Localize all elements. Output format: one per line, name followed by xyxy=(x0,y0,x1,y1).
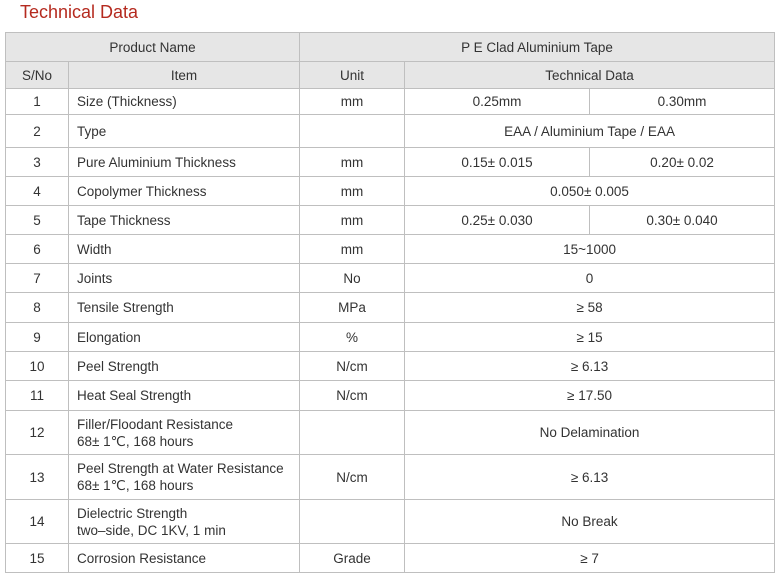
item-label: Tape Thickness xyxy=(77,212,171,228)
row-unit xyxy=(300,115,405,148)
table-row xyxy=(6,411,775,455)
row-value: 0.050± 0.005 xyxy=(405,177,775,206)
item-label: Type xyxy=(77,123,107,139)
col-unit-header: Unit xyxy=(300,62,405,89)
row-value-2: 0.20± 0.02 xyxy=(590,148,775,177)
item-label: Heat Seal Strength xyxy=(77,388,192,403)
row-item xyxy=(69,177,300,206)
row-unit: N/cm xyxy=(300,381,405,411)
technical-data-table xyxy=(5,32,775,573)
row-item xyxy=(69,411,300,455)
table-row xyxy=(6,381,775,411)
item-label: Width xyxy=(77,241,112,257)
item-label: Copolymer Thickness xyxy=(77,183,207,199)
item-label: Corrosion Resistance xyxy=(77,550,207,566)
table-body xyxy=(6,89,775,573)
row-number: 1 xyxy=(6,89,69,115)
row-item xyxy=(69,293,300,323)
row-number: 3 xyxy=(6,148,69,177)
table-row xyxy=(6,235,775,264)
row-unit: No xyxy=(300,264,405,293)
item-label: Filler/Floodant Resistance xyxy=(77,416,234,432)
row-item xyxy=(69,206,300,235)
row-number: 7 xyxy=(6,264,69,293)
row-value: No Break xyxy=(405,500,775,544)
row-item xyxy=(69,148,300,177)
table-row xyxy=(6,206,775,235)
col-sno-header: S/No xyxy=(6,62,69,89)
row-number: 9 xyxy=(6,323,69,352)
page-title: Technical Data xyxy=(20,2,139,22)
table-row xyxy=(6,177,775,206)
row-unit: N/cm xyxy=(300,352,405,381)
row-number: 11 xyxy=(6,381,69,411)
table-row xyxy=(6,500,775,544)
row-value-1: 0.25mm xyxy=(405,89,590,115)
row-value: ≥ 6.13 xyxy=(405,352,775,381)
row-unit: mm xyxy=(300,206,405,235)
product-name-row xyxy=(6,33,775,62)
row-number: 15 xyxy=(6,544,69,573)
row-item xyxy=(69,455,300,500)
table-row xyxy=(6,148,775,177)
column-header-row xyxy=(6,62,775,89)
item-label: Tensile Strength xyxy=(77,300,174,315)
row-unit: mm xyxy=(300,148,405,177)
item-label: Elongation xyxy=(77,329,141,345)
table-row xyxy=(6,352,775,381)
row-unit: Grade xyxy=(300,544,405,573)
row-number: 8 xyxy=(6,293,69,323)
row-value: ≥ 6.13 xyxy=(405,455,775,500)
row-number: 4 xyxy=(6,177,69,206)
row-number: 10 xyxy=(6,352,69,381)
row-value-1: 0.25± 0.030 xyxy=(405,206,590,235)
row-value: ≥ 17.50 xyxy=(405,381,775,411)
row-item xyxy=(69,115,300,148)
row-value: EAA / Aluminium Tape / EAA xyxy=(405,115,775,148)
row-value-2: 0.30± 0.040 xyxy=(590,206,775,235)
item-condition: 68± 1℃, 168 hours xyxy=(77,478,194,493)
item-label: Peel Strength xyxy=(77,358,159,374)
row-number: 14 xyxy=(6,500,69,544)
table-row xyxy=(6,455,775,500)
row-item xyxy=(69,500,300,544)
item-label: Pure Aluminium Thickness xyxy=(77,154,236,170)
item-label: Joints xyxy=(77,270,113,286)
row-item xyxy=(69,323,300,352)
row-value-2: 0.30mm xyxy=(590,89,775,115)
row-unit: mm xyxy=(300,177,405,206)
table-row xyxy=(6,115,775,148)
row-item xyxy=(69,264,300,293)
item-label: Peel Strength at Water Resistance xyxy=(77,461,284,476)
product-name-value: P E Clad Aluminium Tape xyxy=(300,33,775,62)
table-row xyxy=(6,293,775,323)
row-number: 5 xyxy=(6,206,69,235)
row-value: No Delamination xyxy=(405,411,775,455)
row-value: 15~1000 xyxy=(405,235,775,264)
row-value: 0 xyxy=(405,264,775,293)
row-item xyxy=(69,235,300,264)
table-row xyxy=(6,89,775,115)
col-tech-header: Technical Data xyxy=(405,62,775,89)
row-unit: mm xyxy=(300,235,405,264)
row-value-1: 0.15± 0.015 xyxy=(405,148,590,177)
row-number: 12 xyxy=(6,411,69,455)
row-unit: N/cm xyxy=(300,455,405,500)
item-label: Size (Thickness) xyxy=(77,94,177,109)
table-row xyxy=(6,323,775,352)
item-condition: 68± 1℃, 168 hours xyxy=(77,433,194,449)
row-unit: mm xyxy=(300,89,405,115)
row-item xyxy=(69,89,300,115)
item-condition: two–side, DC 1KV, 1 min xyxy=(77,522,226,538)
row-number: 2 xyxy=(6,115,69,148)
row-unit: MPa xyxy=(300,293,405,323)
product-name-label: Product Name xyxy=(6,33,300,62)
row-unit: % xyxy=(300,323,405,352)
row-number: 6 xyxy=(6,235,69,264)
row-item xyxy=(69,352,300,381)
row-item xyxy=(69,381,300,411)
row-value: ≥ 58 xyxy=(405,293,775,323)
row-number: 13 xyxy=(6,455,69,500)
table-row xyxy=(6,544,775,573)
row-value: ≥ 15 xyxy=(405,323,775,352)
item-label: Dielectric Strength xyxy=(77,505,188,521)
row-value: ≥ 7 xyxy=(405,544,775,573)
col-item-header: Item xyxy=(69,62,300,89)
row-unit xyxy=(300,411,405,455)
row-unit xyxy=(300,500,405,544)
table-row xyxy=(6,264,775,293)
row-item xyxy=(69,544,300,573)
